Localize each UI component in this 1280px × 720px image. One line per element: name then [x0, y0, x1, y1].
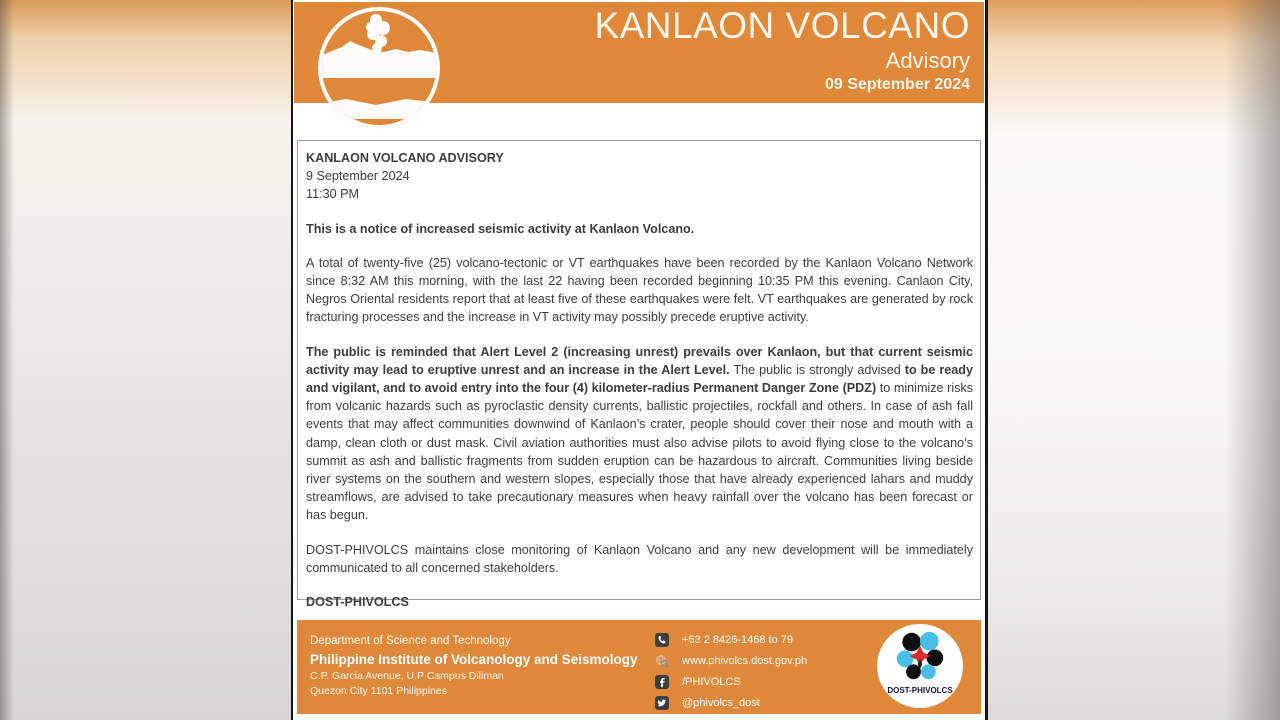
paragraph-alert-level [306, 343, 973, 525]
advisory-heading: KANLAON VOLCANO ADVISORY [306, 151, 504, 165]
footer-agency: Department of Science and Technology [310, 635, 511, 647]
page-title: KANLAON VOLCANO [594, 5, 970, 46]
header-date: 09 September 2024 [825, 76, 970, 93]
advisory-body [297, 140, 981, 610]
alert-level-bold-text: The public is reminded that Alert Level 2 (increasing unrest) prevails over Kanlaon, but that current seismic activity may lead to eruptive unrest and an increase in the Alert Level. [306, 344, 973, 377]
website-url: www.phivolcs.dost.gov.ph [682, 655, 808, 667]
contact-row-phone [655, 632, 807, 648]
footer-address-block [310, 633, 638, 699]
blurred-backdrop-right [988, 0, 1280, 720]
twitter-icon [655, 696, 669, 710]
phivolcs-volcano-logo-icon [318, 7, 440, 129]
twitter-handle: @phivolcs_dost [682, 697, 760, 709]
signature: DOST-PHIVOLCS [306, 595, 409, 610]
page-footer [297, 620, 981, 714]
contact-row-twitter [655, 695, 807, 711]
phone-icon [655, 633, 669, 647]
advisory-time-line: 11:30 PM [306, 187, 359, 202]
notice-line: This is a notice of increased seismic activity at Kanlaon Volcano. [306, 221, 695, 236]
advice-lead-text: The public is strongly advised [729, 362, 905, 377]
facebook-handle: /PHIVOLCS [682, 676, 741, 688]
blurred-backdrop-left [0, 0, 291, 720]
footer-institute: Philippine Institute of Volcanology and Seismology [310, 652, 638, 667]
footer-contacts [655, 632, 807, 716]
phone-number: +63 2 8426-1468 to 79 [682, 634, 794, 646]
paragraph-monitoring: DOST-PHIVOLCS maintains close monitoring of Kanlaon Volcano and any new development will be immediately communicated to all concerned stakeholders. [306, 542, 973, 575]
pdz-bold-text: to be ready and vigilant, and to avoid entry into the four (4) kilometer-radius Permanent Danger Zone (PDZ) [306, 362, 973, 396]
globe-search-icon [655, 654, 669, 668]
dost-phivolcs-logo-text: DOST-PHIVOLCS [887, 686, 953, 695]
footer-address-line2: Quezon City 1101 Philippines [310, 685, 447, 697]
advisory-page [291, 0, 988, 720]
facebook-icon [655, 675, 669, 689]
hazards-text: to minimize risks from volcanic hazards such as pyroclastic density currents, ballistic projectiles, rockfall and others. In case of ash fall events that may affect communities downwind of Kanlaon’s crater, people should cover their nose and mouth with a damp, clean cloth or dust mask. Civil aviation authorities must also advise pilots to avoid flying close to the volcano’s summit as ash and ballistic fragments from sudden eruption can be hazardous to aircraft. Communities living beside river systems on the southern and western slopes, especially those that have already experienced lahars and muddy streamflows, are advised to take precautionary measures when heavy rainfall over the volcano has been forecast or has begun. [306, 381, 974, 523]
footer-address-line1: C.P. Garcia Avenue, U.P Campus Diliman [310, 670, 504, 682]
paragraph-earthquake-count: A total of twenty-five (25) volcano-tectonic or VT earthquakes have been recorded by the Kanlaon Volcano Network since 8:32 AM this morning, with the last 22 having been recorded beginning 10:35 PM this evening. Canlaon City, Negros Oriental residents report that at least five of these earthquakes were felt. VT earthquakes are generated by rock fracturing processes and the increase in VT activity may possibly precede eruptive activity. [306, 255, 973, 325]
dost-phivolcs-logo [877, 624, 963, 708]
advisory-date-line: 9 September 2024 [306, 169, 410, 184]
contact-row-website [655, 653, 807, 669]
contact-row-facebook [655, 674, 807, 690]
header-subtitle: Advisory [885, 48, 970, 73]
